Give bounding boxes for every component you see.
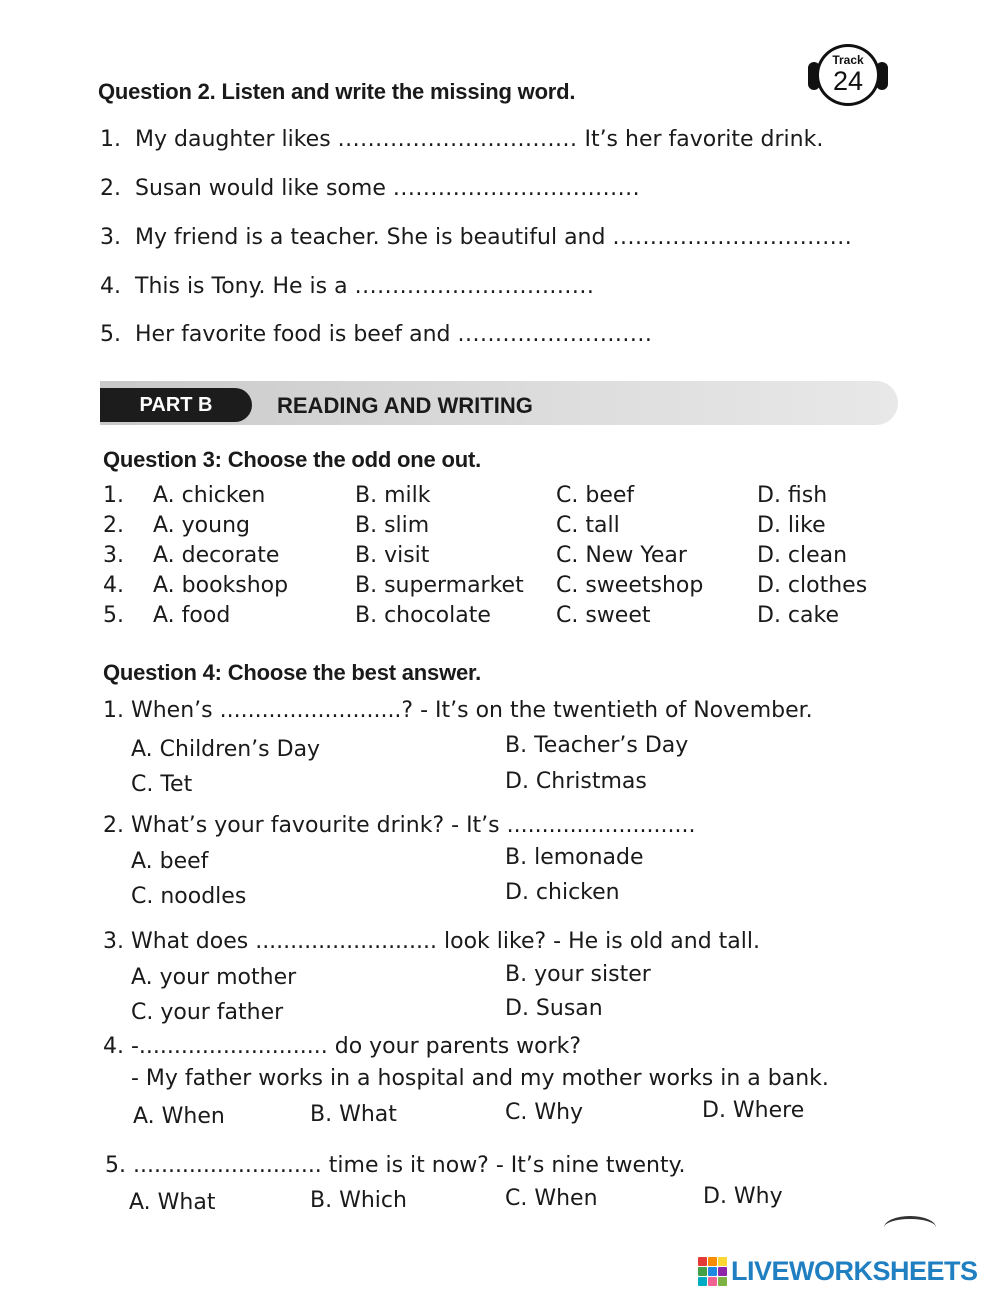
row-number: 1. — [103, 483, 124, 508]
track-number: 24 — [832, 66, 864, 96]
row-number: 3. — [103, 543, 124, 568]
logo-square — [718, 1277, 727, 1286]
logo-square — [698, 1257, 707, 1266]
option-a[interactable]: A. food — [153, 603, 231, 628]
q4-4-option-a[interactable]: A. When — [133, 1104, 225, 1129]
q4-question-4: 4. -........................... do your parents work? — [103, 1034, 582, 1059]
q4-question-1: 1. When’s ..........................? - It’s on the twentieth of November. — [103, 698, 813, 723]
item-number: 1. — [100, 127, 121, 152]
item-text-before: My daughter likes — [135, 127, 331, 152]
option-c[interactable]: C. sweetshop — [556, 573, 704, 598]
option-c[interactable]: C. beef — [556, 483, 635, 508]
track-badge — [808, 44, 890, 108]
question-3-title: Question 3: Choose the odd one out. — [103, 447, 481, 472]
logo-text: LIVEWORKSHEETS — [731, 1255, 978, 1286]
logo-square — [698, 1277, 707, 1286]
q2-item-3 — [100, 225, 852, 250]
page-corner-mark — [884, 1216, 936, 1239]
part-b-title: READING AND WRITING — [277, 393, 533, 418]
option-d[interactable]: D. cake — [757, 603, 839, 628]
option-b[interactable]: B. visit — [355, 543, 430, 568]
option-a[interactable]: A. decorate — [153, 543, 280, 568]
q4-2-option-c[interactable]: C. noodles — [131, 884, 247, 909]
option-d[interactable]: D. clean — [757, 543, 848, 568]
item-text-before: My friend is a teacher. She is beautiful and — [135, 225, 606, 250]
q2-item-2 — [100, 176, 640, 201]
logo-square — [708, 1277, 717, 1286]
question-4-title: Question 4: Choose the best answer. — [103, 660, 482, 685]
q4-1-option-d[interactable]: D. Christmas — [505, 769, 647, 794]
q2-item-5 — [100, 322, 652, 347]
q4-3-option-b[interactable]: B. your sister — [505, 962, 651, 987]
row-number: 4. — [103, 573, 124, 598]
option-a[interactable]: A. young — [153, 513, 250, 538]
track-label: Track — [832, 53, 864, 67]
answer-blank[interactable]: ................................ — [392, 176, 633, 201]
option-b[interactable]: B. slim — [355, 513, 430, 538]
q4-question-2: 2. What’s your favourite drink? - It’s ........................... — [103, 813, 696, 838]
item-number: 4. — [100, 274, 121, 299]
q4-question-3: 3. What does .......................... look like? - He is old and tall. — [103, 929, 760, 954]
answer-blank[interactable]: .......................... — [457, 322, 653, 347]
liveworksheets-logo — [698, 1256, 978, 1286]
q4-4-option-d[interactable]: D. Where — [702, 1098, 805, 1123]
logo-square — [718, 1257, 727, 1266]
logo-square — [708, 1267, 717, 1276]
option-b[interactable]: B. chocolate — [355, 603, 491, 628]
option-a[interactable]: A. chicken — [153, 483, 266, 508]
option-b[interactable]: B. milk — [355, 483, 431, 508]
q4-3-option-d[interactable]: D. Susan — [505, 996, 603, 1021]
q4-1-option-c[interactable]: C. Tet — [131, 772, 193, 797]
q4-3-option-a[interactable]: A. your mother — [131, 965, 297, 990]
logo-square — [718, 1267, 727, 1276]
option-d[interactable]: D. like — [757, 513, 826, 538]
q2-item-1 — [100, 127, 823, 152]
option-d[interactable]: D. clothes — [757, 573, 868, 598]
q4-2-option-b[interactable]: B. lemonade — [505, 845, 644, 870]
item-text-after: It’s her favorite drink. — [584, 127, 824, 152]
question-2-title: Question 2. Listen and write the missing word. — [98, 79, 576, 104]
q4-5-option-a[interactable]: A. What — [129, 1190, 216, 1215]
q4-2-option-d[interactable]: D. chicken — [505, 880, 620, 905]
item-text-before: This is Tony. He is a — [135, 274, 348, 299]
item-number: 5. — [100, 322, 121, 347]
option-b[interactable]: B. supermarket — [355, 573, 524, 598]
q4-1-option-b[interactable]: B. Teacher’s Day — [505, 733, 689, 758]
row-number: 5. — [103, 603, 124, 628]
q4-5-option-c[interactable]: C. When — [505, 1186, 598, 1211]
q4-2-option-a[interactable]: A. beef — [131, 849, 209, 874]
q2-item-4 — [100, 274, 594, 299]
answer-blank[interactable]: ................................ — [354, 274, 595, 299]
q4-5-option-d[interactable]: D. Why — [703, 1184, 783, 1209]
logo-square — [708, 1257, 717, 1266]
item-text-before: Susan would like some — [135, 176, 386, 201]
row-number: 2. — [103, 513, 124, 538]
option-c[interactable]: C. tall — [556, 513, 620, 538]
item-text-before: Her favorite food is beef and — [135, 322, 451, 347]
logo-grid-icon — [698, 1257, 727, 1286]
item-number: 3. — [100, 225, 121, 250]
option-d[interactable]: D. fish — [757, 483, 828, 508]
option-c[interactable]: C. sweet — [556, 603, 651, 628]
answer-blank[interactable]: ................................ — [337, 127, 578, 152]
q4-question-5: 5. ........................... time is it now? - It’s nine twenty. — [105, 1153, 686, 1178]
item-number: 2. — [100, 176, 121, 201]
part-b-tab: PART B — [100, 388, 252, 422]
q4-5-option-b[interactable]: B. Which — [310, 1188, 407, 1213]
logo-square — [698, 1267, 707, 1276]
answer-blank[interactable]: ................................ — [612, 225, 853, 250]
q4-1-option-a[interactable]: A. Children’s Day — [131, 737, 321, 762]
option-a[interactable]: A. bookshop — [153, 573, 289, 598]
q4-4-option-c[interactable]: C. Why — [505, 1100, 584, 1125]
option-c[interactable]: C. New Year — [556, 543, 687, 568]
q4-question-4-line2: - My father works in a hospital and my mother works in a bank. — [131, 1066, 829, 1091]
item-text-after: . — [632, 176, 640, 201]
q4-3-option-c[interactable]: C. your father — [131, 1000, 284, 1025]
q4-4-option-b[interactable]: B. What — [310, 1102, 397, 1127]
